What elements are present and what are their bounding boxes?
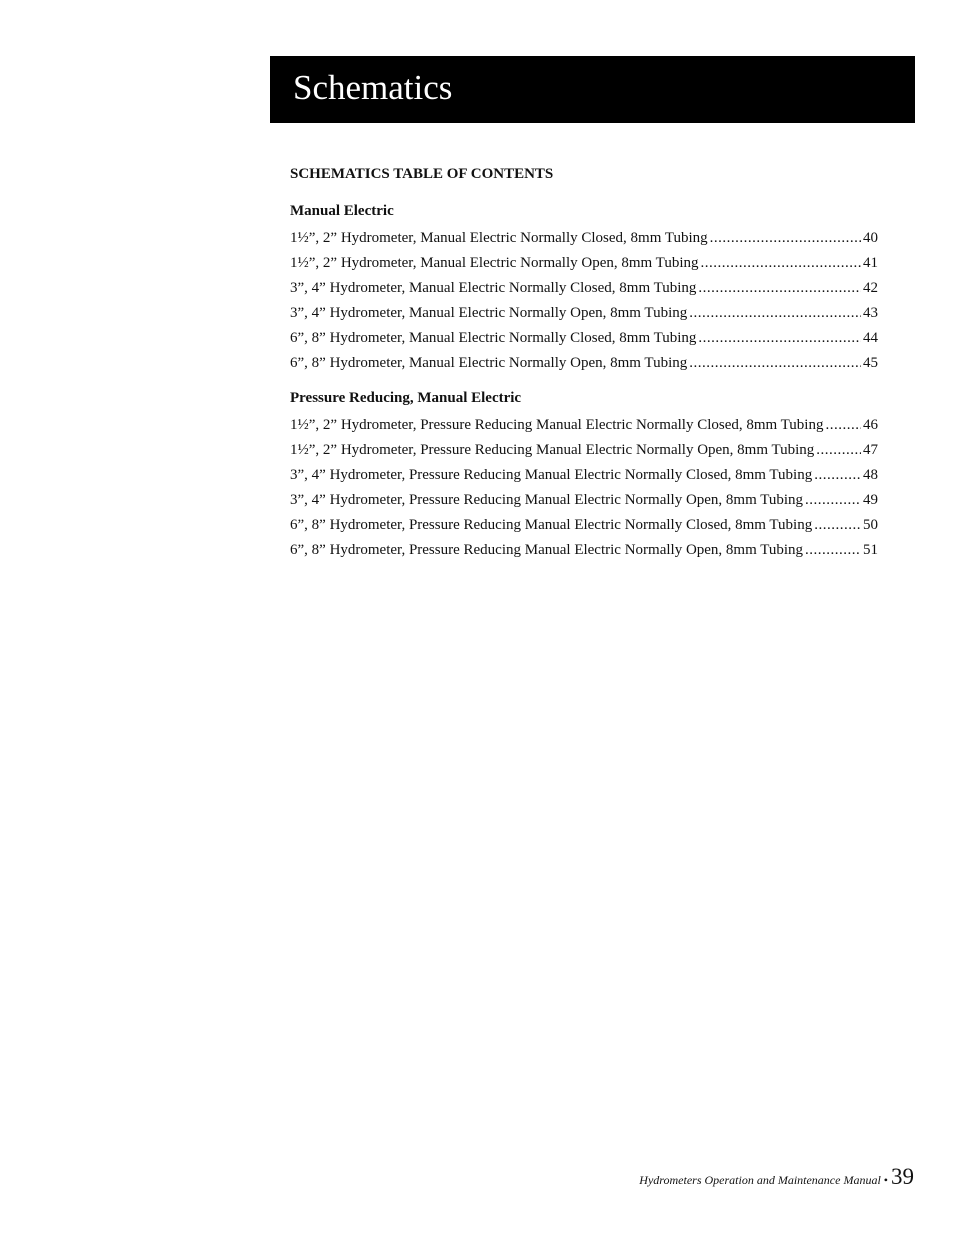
dot-leader [814, 463, 861, 488]
dot-leader [816, 438, 861, 463]
footer-manual-title: Hydrometers Operation and Maintenance Manual [639, 1173, 881, 1187]
toc-entry-title: 3”, 4” Hydrometer, Pressure Reducing Manual Electric Normally Open, 8mm Tubing [290, 492, 804, 508]
page-title: Schematics [293, 68, 453, 107]
toc-entry[interactable] [290, 513, 878, 538]
toc-entry-page: 51 [863, 542, 878, 558]
toc-entry[interactable] [290, 251, 878, 276]
toc-entry[interactable] [290, 538, 878, 563]
toc-heading: SCHEMATICS TABLE OF CONTENTS [290, 166, 554, 182]
toc-section-manual-electric [290, 201, 878, 376]
dot-leader [805, 538, 861, 563]
toc-entry-page: 40 [863, 230, 878, 246]
toc-entry-title: 1½”, 2” Hydrometer, Manual Electric Normally Open, 8mm Tubing [290, 255, 699, 271]
dot-leader [701, 251, 862, 276]
toc-entry[interactable] [290, 438, 878, 463]
toc-section-pressure-reducing [290, 388, 878, 563]
toc-entry[interactable] [290, 413, 878, 438]
toc-entry-page: 45 [863, 355, 878, 371]
toc-entry-page: 43 [863, 305, 878, 321]
dot-leader [698, 276, 861, 301]
dot-leader [805, 488, 861, 513]
toc-entry[interactable] [290, 276, 878, 301]
toc-entry-page: 48 [863, 467, 878, 483]
toc-entry-page: 49 [863, 492, 878, 508]
toc-entry-title: 3”, 4” Hydrometer, Manual Electric Normally Open, 8mm Tubing [290, 305, 688, 321]
footer-page-number: 39 [891, 1164, 914, 1189]
toc-entry-title: 3”, 4” Hydrometer, Manual Electric Normally Closed, 8mm Tubing [290, 280, 697, 296]
toc-entry[interactable] [290, 351, 878, 376]
toc-entry[interactable] [290, 301, 878, 326]
toc-entry[interactable] [290, 488, 878, 513]
section-title: Manual Electric [290, 203, 394, 219]
toc-entry-title: 3”, 4” Hydrometer, Pressure Reducing Manual Electric Normally Closed, 8mm Tubing [290, 467, 813, 483]
dot-leader [710, 226, 861, 251]
toc-entry-title: 1½”, 2” Hydrometer, Pressure Reducing Manual Electric Normally Closed, 8mm Tubing [290, 417, 824, 433]
toc-entry-title: 6”, 8” Hydrometer, Pressure Reducing Manual Electric Normally Open, 8mm Tubing [290, 542, 804, 558]
toc-entry-title: 6”, 8” Hydrometer, Manual Electric Normally Closed, 8mm Tubing [290, 330, 697, 346]
toc-entry-page: 46 [863, 417, 878, 433]
dot-leader [698, 326, 861, 351]
footer-separator: • [883, 1173, 888, 1187]
toc-entry-page: 41 [863, 255, 878, 271]
toc-entry[interactable] [290, 326, 878, 351]
dot-leader [689, 301, 861, 326]
page-title-banner [270, 56, 915, 123]
toc-entry-title: 6”, 8” Hydrometer, Pressure Reducing Manual Electric Normally Closed, 8mm Tubing [290, 517, 813, 533]
toc-entry-page: 47 [863, 442, 878, 458]
page-footer [639, 1162, 914, 1195]
dot-leader [689, 351, 861, 376]
toc-entry-title: 1½”, 2” Hydrometer, Manual Electric Normally Closed, 8mm Tubing [290, 230, 708, 246]
toc-entry-title: 6”, 8” Hydrometer, Manual Electric Normally Open, 8mm Tubing [290, 355, 688, 371]
section-title: Pressure Reducing, Manual Electric [290, 390, 522, 406]
toc-entry[interactable] [290, 226, 878, 251]
dot-leader [825, 413, 861, 438]
toc-entry-page: 42 [863, 280, 878, 296]
toc-entry[interactable] [290, 463, 878, 488]
toc-entry-page: 44 [863, 330, 878, 346]
dot-leader [814, 513, 861, 538]
table-of-contents [290, 164, 878, 575]
toc-entry-page: 50 [863, 517, 878, 533]
toc-entry-title: 1½”, 2” Hydrometer, Pressure Reducing Manual Electric Normally Open, 8mm Tubing [290, 442, 815, 458]
